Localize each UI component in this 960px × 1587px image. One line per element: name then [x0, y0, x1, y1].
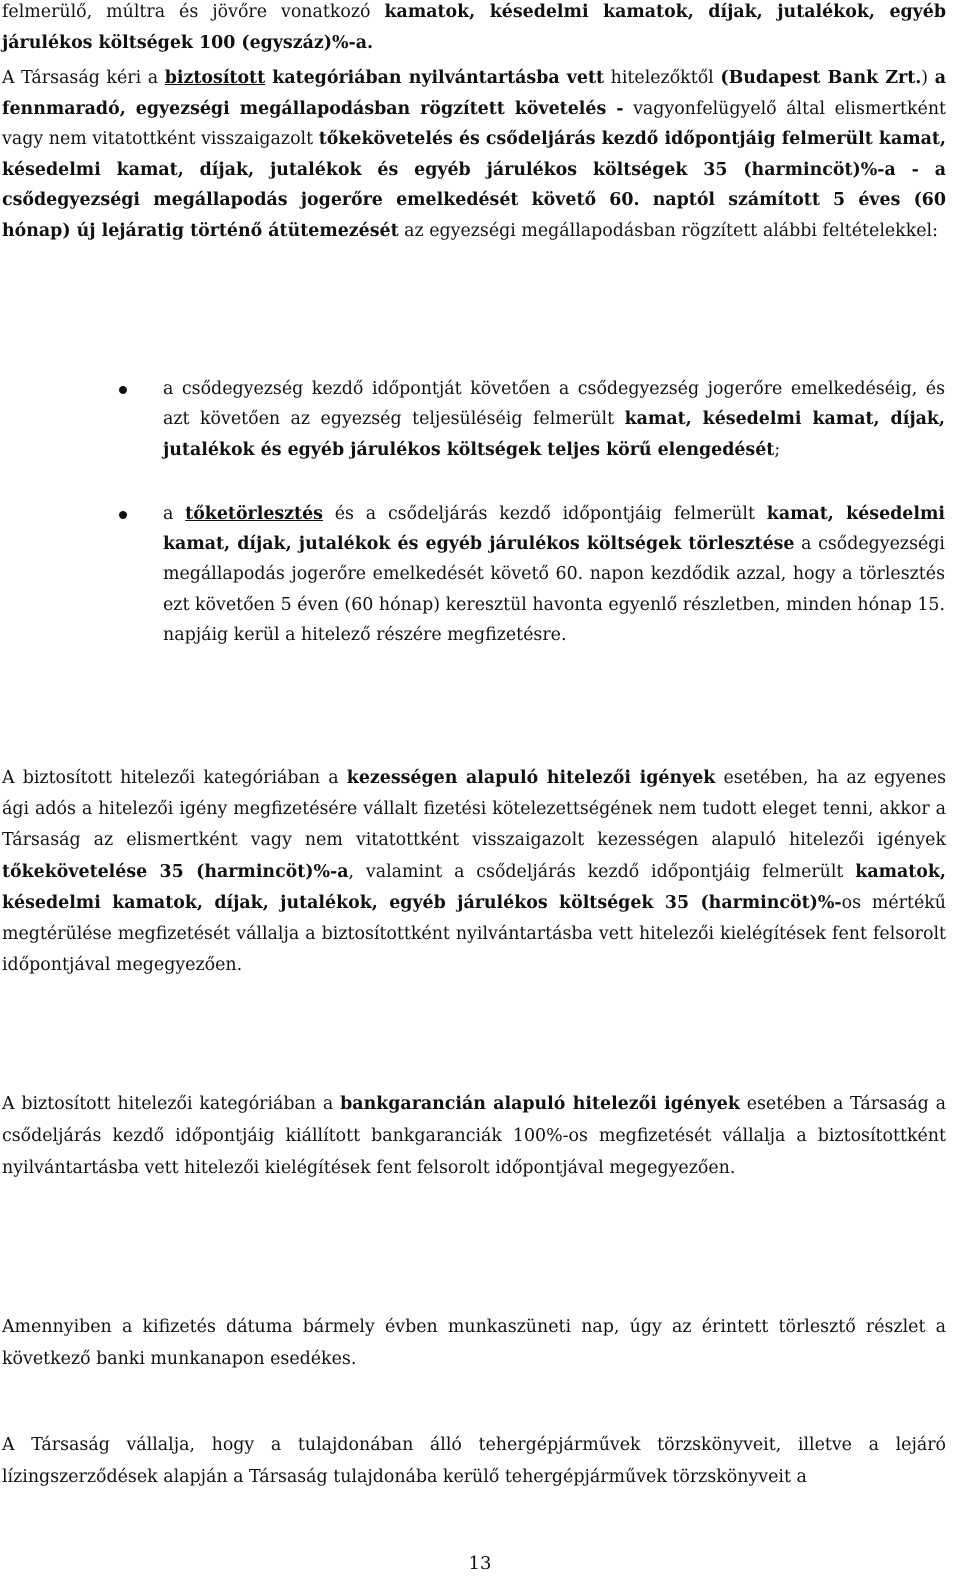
text-span: az egyezségi megállapodásban rögzített alábbi feltételekkel: — [398, 220, 938, 241]
list-item — [0, 499, 946, 650]
text-span: A biztosított hitelezői kategóriában a — [2, 768, 347, 788]
bullet-icon — [119, 386, 127, 394]
page-number: 13 — [468, 1553, 492, 1574]
bold-span: tőkekövetelés és csődeljárás kezdő időpontjáig felmerült kamat, késedelmi kamat, díjak, jutalékok és egyéb járulékos költségek 35 (harmincöt)%-a - a csődegyezségi megállapodás jogerőre emelkedését követő 60. naptól számított 5 éves (60 hónap) új lejáratig történő átütemezését — [2, 129, 946, 241]
paragraph-secured-creditors — [2, 63, 946, 246]
bold-span: kamatok, késedelmi kamatok, díjak, jutalékok, egyéb járulékos költségek 35 (harmincöt)%- — [2, 861, 946, 913]
list-item-text — [163, 499, 945, 650]
creditor-name: (Budapest Bank Zrt. — [720, 68, 922, 88]
bold-span: kamat, késedelmi kamat, díjak, jutalékok és egyéb járulékos költségek törlesztése — [163, 503, 945, 555]
conditions-list — [0, 374, 946, 650]
bold-span: bankgarancián alapuló hitelezői igények — [340, 1094, 740, 1114]
list-item-text — [163, 374, 945, 465]
underlined-term: biztosított — [164, 68, 266, 88]
text-span: ; — [774, 439, 781, 460]
text-span: a csődegyezség kezdő időpontját követően a csődegyezség jogerőre emelkedéséig, és azt követően az egyezség teljesüléséig felmerült — [163, 379, 945, 430]
bold-span: kamatok, késedelmi kamatok, díjak, jutalékok, egyéb járulékos költségek 100 (egyszáz)%-a. — [2, 2, 946, 53]
bold-span: a fennmaradó, egyezségi megállapodásban rögzített követelés - — [2, 68, 946, 119]
text-span: hitelezőktől — [604, 68, 721, 88]
bold-span: kamat, késedelmi kamat, díjak, jutalékok és egyéb járulékos költségek teljes körű elengedését — [163, 409, 945, 460]
bold-span: kategóriában nyilvántartásba vett — [265, 68, 605, 88]
paragraph-guarantee-claims — [2, 763, 946, 981]
paragraph-costs-continuation — [2, 0, 946, 58]
paragraph-vehicle-registration: A Társaság vállalja, hogy a tulajdonában álló tehergépjárművek törzskönyveit, illetve a lejáró lízingszerződések alapján a Társaság tulajdonába kerülő tehergépjárművek törzskönyveit a — [2, 1435, 946, 1487]
underlined-term: tőketörlesztés — [185, 503, 323, 524]
bullet-icon — [119, 511, 127, 519]
paragraph-bank-guarantee-claims — [2, 1088, 946, 1184]
text-span: esetében, ha az egyenes ági adós a hitelezői igény megfizetésére vállalt fizetési kötelezettségének nem tudott eleget tenni, akkor a Társaság az elismertként vagy nem vitatottként visszaigazolt kezességen alapuló hitelezői igények — [2, 768, 946, 851]
text-span: és a csődeljárás kezdő időpontjáig felmerült — [322, 503, 767, 524]
paragraph-non-working-day: Amennyiben a kifizetés dátuma bármely évben munkaszüneti nap, úgy az érintett törlesztő részlet a következő banki munkanapon esedékes. — [2, 1317, 946, 1369]
text-span: a — [163, 503, 186, 524]
bold-span: tőkekövetelése 35 (harmincöt)%-a — [2, 861, 349, 882]
text-span: , valamint a csődeljárás kezdő időpontjáig felmerült — [348, 861, 856, 882]
text-span: a csődegyezségi megállapodás jogerőre emelkedését követő 60. napon kezdődik azzal, hogy a törlesztés ezt követően 5 éven (60 hónap) keresztül havonta egyenlő részletben, minden hónap 15. napjáig kerül a hitelező részére megfizetésre. — [163, 534, 945, 646]
text-span: vagyonfelügyelő által elismertként vagy nem vitatottként visszaigazolt — [2, 98, 947, 149]
text-span: A Társaság kéri a — [2, 68, 165, 88]
text-span: os mértékű megtérülése megfizetését vállalja a biztosítottként nyilvántartásba vett hitelezői kielégítések fent felsorolt időpontjával megegyezően. — [2, 892, 946, 976]
text-span: felmerülő, múltra és jövőre vonatkozó — [2, 2, 385, 22]
list-item — [0, 374, 946, 465]
bold-span: kezességen alapuló hitelezői igények — [346, 768, 716, 788]
text-span: esetében a Társaság a csődeljárás kezdő időpontjáig kiállított bankgaranciák 100%-os megfizetését vállalja a biztosítottként nyilvántartásba vett hitelezői kielégítések fent felsorolt időpontjával megegyezően. — [2, 1094, 946, 1178]
text-span: A biztosított hitelezői kategóriában a — [2, 1094, 341, 1114]
text-span: ) — [921, 68, 935, 88]
